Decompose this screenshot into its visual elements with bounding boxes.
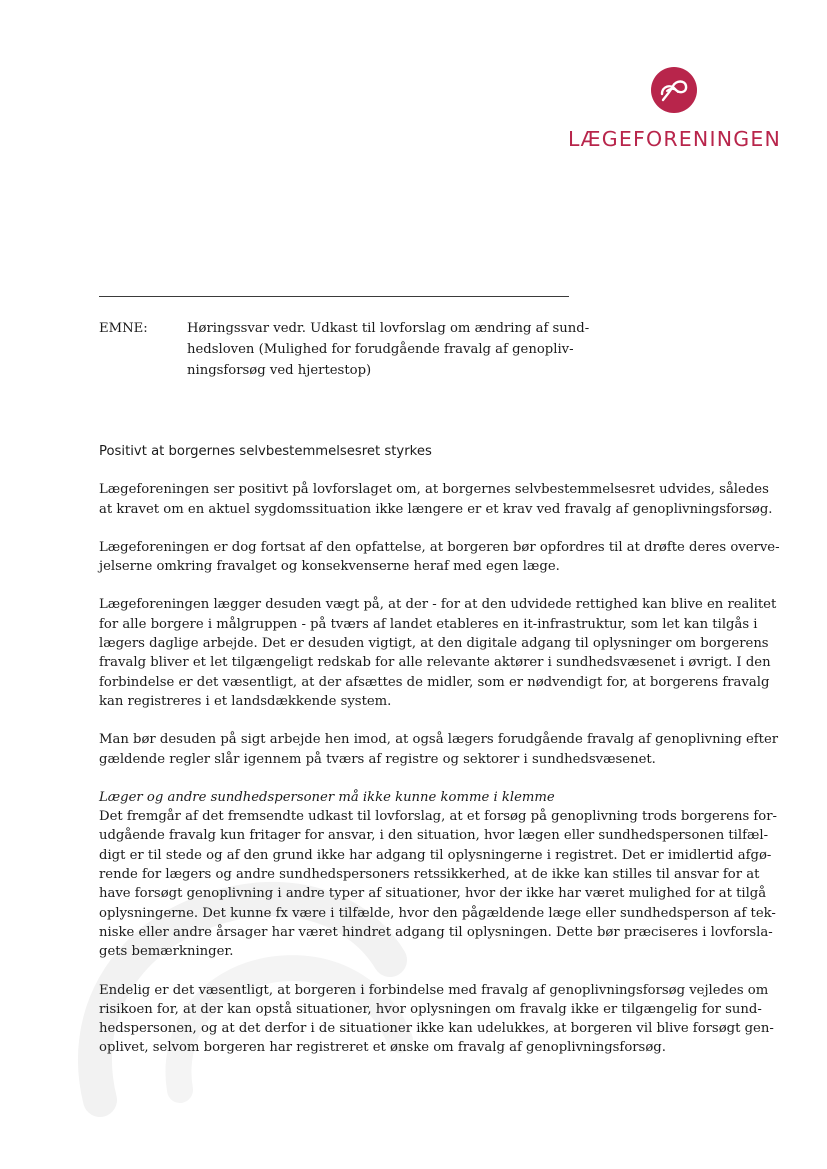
text-line: niske eller andre årsager har været hindret adgang til oplysningen. Dette bør præciseres i lovforsla- bbox=[99, 924, 773, 940]
subject-text bbox=[187, 318, 590, 381]
subject-line: ningsforsøg ved hjertestop) bbox=[187, 363, 372, 378]
text-line: oplivet, selvom borgeren har registreret et ønske om fravalg af genoplivningsforsøg. bbox=[99, 1040, 666, 1056]
subject-line: Høringssvar vedr. Udkast til lovforslag om ændring af sund- bbox=[187, 321, 590, 336]
text-line: Endelig er det væsentligt, at borgeren i forbindelse med fravalg af genoplivningsforsøg vejledes om bbox=[99, 982, 769, 998]
text-line: rende for lægers og andre sundhedspersoners retssikkerhed, at de ikke kan stilles til ansvar for at bbox=[99, 867, 760, 883]
subject-label: EMNE: bbox=[99, 321, 148, 336]
text-line: jelserne omkring fravalget og konsekvenserne heraf med egen læge. bbox=[99, 559, 560, 575]
text-line: risikoen for, at der kan opstå situationer, hvor oplysningen om fravalg ikke er tilgængelig for sund- bbox=[99, 1001, 762, 1017]
section-subheading: Læger og andre sundhedspersoner må ikke kunne komme i klemme bbox=[99, 789, 555, 805]
subject-line: hedsloven (Mulighed for forudgående fravalg af genopliv- bbox=[187, 342, 574, 357]
text-line: Lægeforeningen lægger desuden vægt på, at der - for at den udvidede rettighed kan blive en realitet bbox=[99, 597, 777, 613]
brand-logo bbox=[567, 67, 782, 157]
text-line: Det fremgår af det fremsendte udkast til lovforslag, at et forsøg på genoplivning trods borgerens for- bbox=[99, 809, 777, 825]
laegeforeningen-logo-icon bbox=[651, 67, 697, 113]
text-line: hedspersonen, og at det derfor i de situationer ikke kan udelukkes, at borgeren vil blive forsøgt gen- bbox=[99, 1021, 774, 1037]
text-line: Lægeforeningen ser positivt på lovforslaget om, at borgernes selvbestemmelsesret udvides, således bbox=[99, 482, 769, 498]
text-line: Lægeforeningen er dog fortsat af den opfattelse, at borgeren bør opfordres til at drøfte deres overve- bbox=[99, 539, 780, 555]
text-line: fravalg bliver et let tilgængeligt redskab for alle relevante aktører i sundhedsvæsenet i øvrigt. I den bbox=[99, 655, 771, 671]
text-line: forbindelse er det væsentligt, at der afsættes de midler, som er nødvendigt for, at borgerens fravalg bbox=[99, 674, 770, 690]
text-line: have forsøgt genoplivning i andre typer af situationer, hvor der ikke har været mulighed for at tilgå bbox=[99, 886, 767, 902]
text-line: oplysningerne. Det kunne fx være i tilfælde, hvor den pågældende læge eller sundhedsperson af tek- bbox=[99, 905, 776, 921]
text-line: kan registreres i et landsdækkende system. bbox=[99, 693, 392, 709]
letter-body bbox=[99, 442, 780, 1077]
section-heading: Positivt at borgernes selvbestemmelsesret styrkes bbox=[99, 444, 432, 459]
text-line: Man bør desuden på sigt arbejde hen imod, at også lægers forudgående fravalg af genoplivning efter bbox=[99, 732, 779, 748]
text-line: for alle borgere i målgruppen - på tværs af landet etableres en it-infrastruktur, som let kan tilgås i bbox=[99, 616, 758, 632]
text-line: gets bemærkninger. bbox=[99, 944, 234, 960]
paragraph bbox=[99, 730, 779, 769]
text-line: gældende regler slår igennem på tværs af registre og sektorer i sundhedsvæsenet. bbox=[99, 751, 656, 767]
text-line: at kravet om en aktuel sygdomssituation ikke længere er et krav ved fravalg af genoplivningsforsøg. bbox=[99, 501, 773, 517]
brand-name: LÆGEFORENINGEN bbox=[567, 127, 782, 151]
paragraph bbox=[99, 538, 780, 577]
paragraph bbox=[99, 595, 777, 711]
paragraph bbox=[99, 807, 777, 961]
text-line: digt er til stede og af den grund ikke har adgang til oplysningerne i registret. Det er imidlertid afgø- bbox=[99, 847, 772, 863]
text-line: lægers daglige arbejde. Det er desuden vigtigt, at den digitale adgang til oplysninger om borgerens bbox=[99, 636, 769, 652]
text-line: udgående fravalg kun fritager for ansvar, i den situation, hvor lægen eller sundhedspersonen tilfæl- bbox=[99, 828, 769, 844]
paragraph bbox=[99, 981, 774, 1058]
paragraph bbox=[99, 480, 773, 519]
divider-line bbox=[99, 296, 569, 297]
